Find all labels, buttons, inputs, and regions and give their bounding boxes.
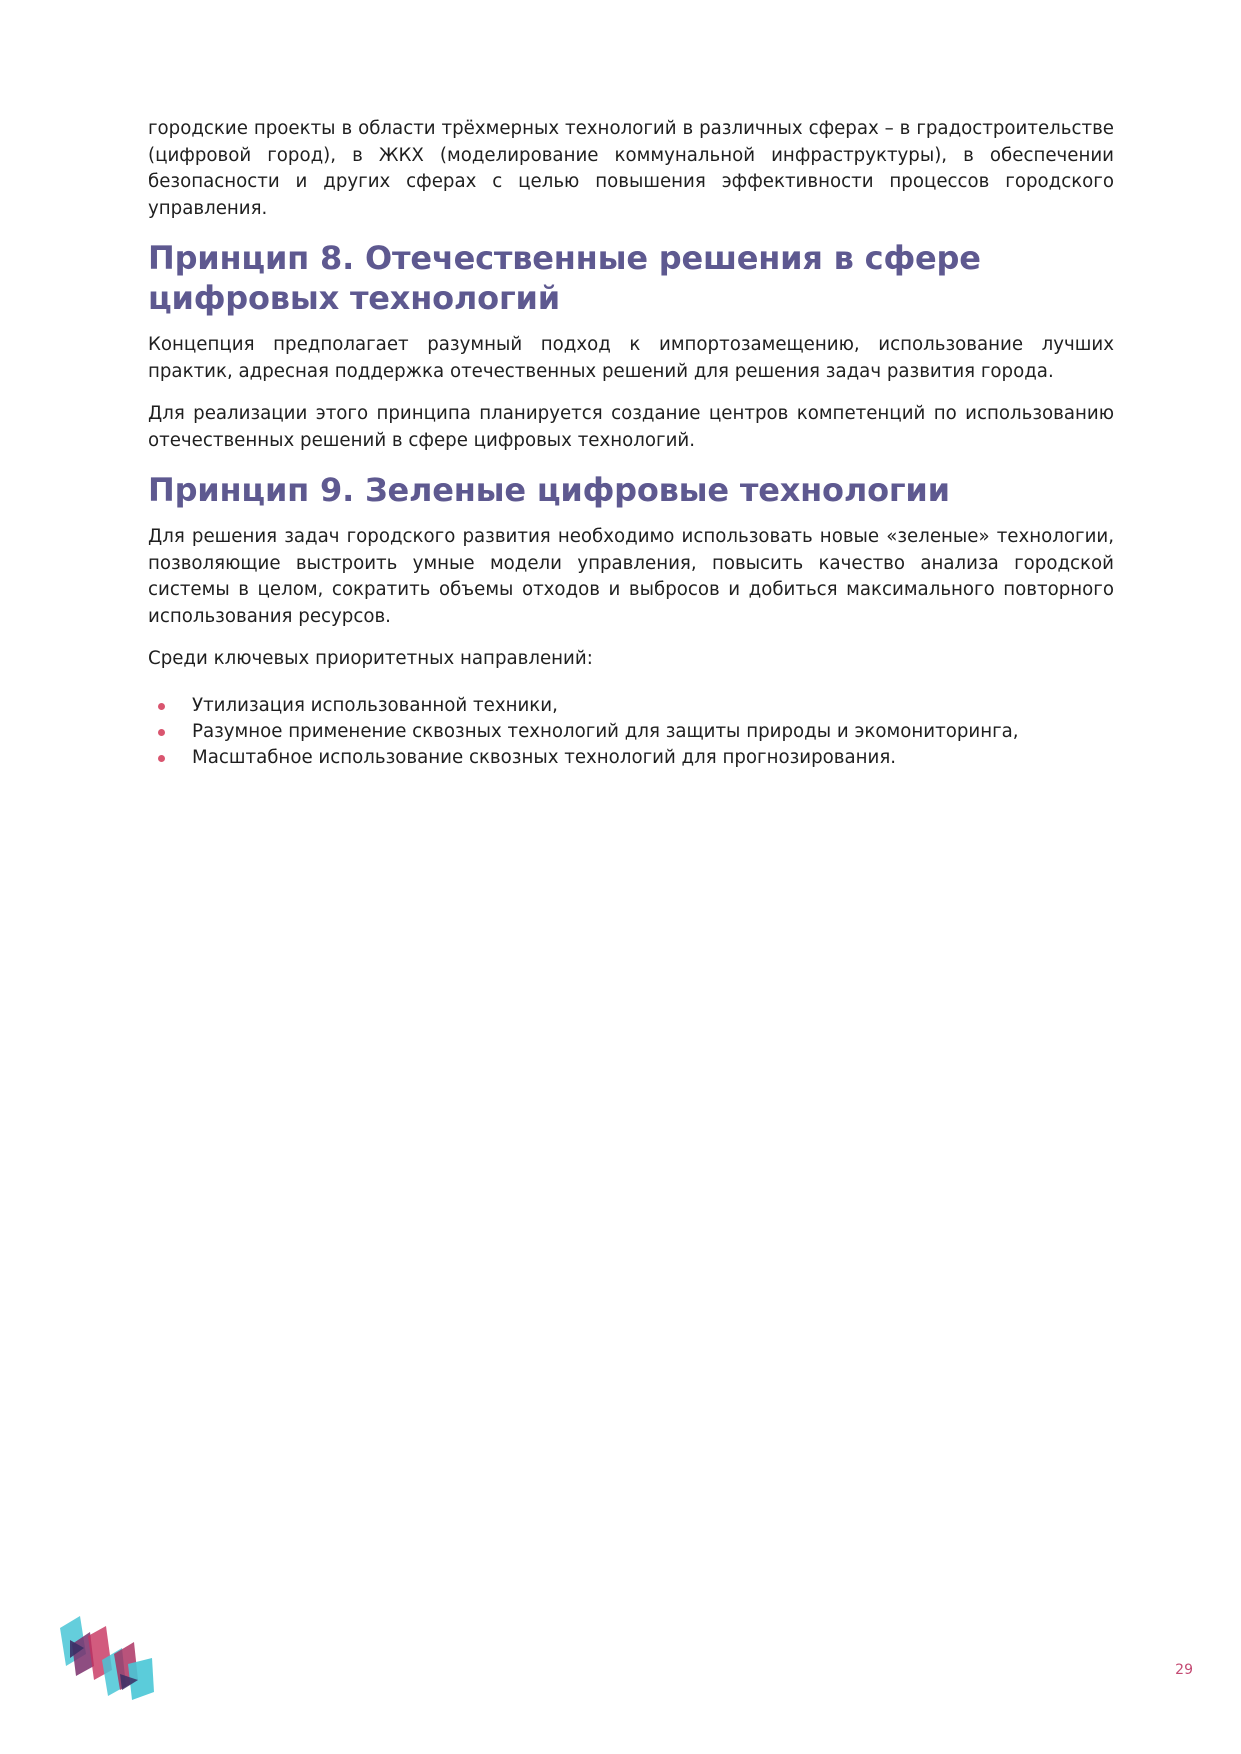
principle-8-paragraph-1: Концепция предполагает разумный подход к импортозамещению, использование лучших практик, адресная поддержка отечественных решений для решения задач развития города. [148, 334, 1114, 382]
page-number: 29 [1175, 1662, 1193, 1678]
principle-9-heading: Принцип 9. Зеленые цифровые технологии [148, 471, 950, 509]
priority-list [148, 693, 1114, 771]
bullet-icon [158, 703, 165, 710]
principle-8-heading: Принцип 8. Отечественные решения в сфере цифровых технологий [148, 239, 981, 317]
principle-9-paragraph-2: Среди ключевых приоритетных направлений: [148, 648, 593, 669]
bullet-icon [158, 729, 165, 736]
list-item [148, 745, 1114, 771]
principle-8-paragraph-2: Для реализации этого принципа планируется создание центров компетенций по использованию отечественных решений в сфере цифровых технологий. [148, 403, 1114, 451]
list-item [148, 719, 1114, 745]
bullet-icon [158, 755, 165, 762]
list-item [148, 693, 1114, 719]
intro-paragraph: городские проекты в области трёхмерных технологий в различных сферах – в градостроительстве (цифровой город), в ЖКХ (моделирование коммунальной инфраструктуры), в обеспечении безопасности и других сферах с целью повышения эффективности процессов городского управления. [148, 118, 1114, 219]
logo-icon [58, 1614, 162, 1702]
list-item-text: Утилизация использованной техники, [192, 694, 558, 716]
list-item-text: Разумное применение сквозных технологий для защиты природы и экомониторинга, [192, 720, 1019, 742]
principle-9-paragraph-1: Для решения задач городского развития необходимо использовать новые «зеленые» технологии, позволяющие выстроить умные модели управления, повысить качество анализа городской системы в целом, сократить объемы отходов и выбросов и добиться максимального повторного использования ресурсов. [148, 526, 1114, 627]
list-item-text: Масштабное использование сквозных технологий для прогнозирования. [192, 746, 897, 768]
document-body [148, 116, 1114, 771]
